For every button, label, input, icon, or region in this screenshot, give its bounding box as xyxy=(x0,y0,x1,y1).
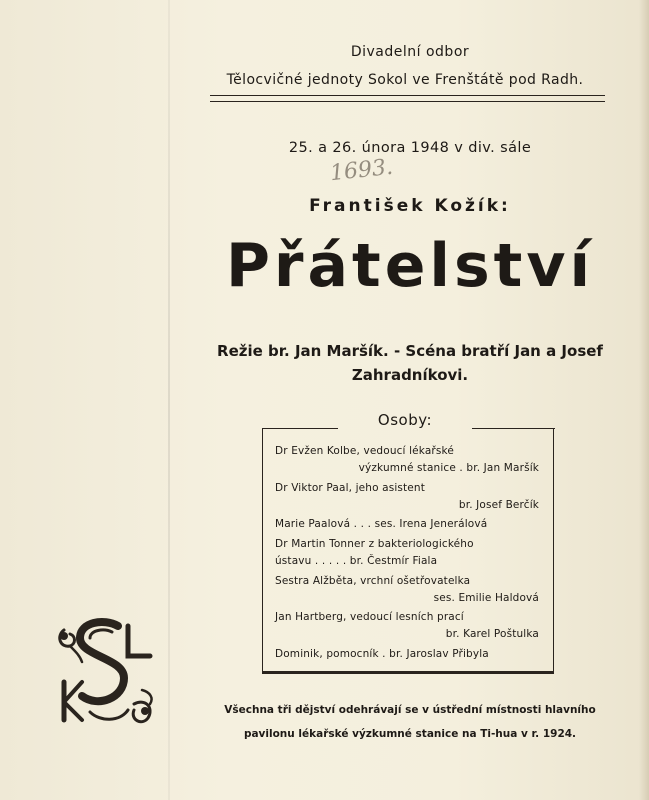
cast-line: ses. Emilie Haldová xyxy=(433,592,539,604)
cast-line: Dr Martin Tonner z bakteriologického xyxy=(275,538,474,550)
performance-date: 25. a 26. února 1948 v div. sále xyxy=(288,140,532,156)
cast-heading: Osoby: xyxy=(377,411,433,429)
handwritten-number: 1693. xyxy=(328,154,395,187)
paper-fold xyxy=(168,0,170,800)
cast-line: Dr Viktor Paal, jeho asistent xyxy=(275,482,425,494)
cast-line: ústavu . . . . . br. Čestmír Fiala xyxy=(275,555,438,567)
cast-line: br. Karel Poštulka xyxy=(445,628,539,640)
cast-line: Jan Hartberg, vedoucí lesních prací xyxy=(275,611,464,623)
sokol-logo-icon xyxy=(50,612,160,732)
cast-line: výzkumné stanice . br. Jan Maršík xyxy=(358,462,539,474)
paper-edge-shadow xyxy=(639,0,649,800)
cast-line: br. Josef Berčík xyxy=(458,499,539,511)
cast-line: Marie Paalová . . . ses. Irena Jenerálová xyxy=(275,518,488,530)
credits-line-2: Zahradníkovi. xyxy=(351,366,469,384)
cast-line: Dominik, pomocník . br. Jaroslav Přibyla xyxy=(275,648,489,660)
play-title: Přátelství xyxy=(225,231,595,301)
cast-line: Sestra Alžběta, vrchní ošetřovatelka xyxy=(275,575,471,587)
author-name: František Kožík: xyxy=(309,196,511,216)
footer-line-1: Všechna tři dějství odehrávají se v ústřední místnosti hlavního xyxy=(224,704,596,716)
cast-line: Dr Evžen Kolbe, vedoucí lékařské xyxy=(275,445,454,457)
header-line-2: Tělocvičné jednoty Sokol ve Frenštátě pod Radh. xyxy=(226,72,584,88)
header-double-rule xyxy=(210,95,605,102)
header-line-1: Divadelní odbor xyxy=(350,44,470,60)
footer-line-2: pavilonu lékařské výzkumné stanice na Ti-hua v r. 1924. xyxy=(243,728,577,740)
credits-line-1: Režie br. Jan Maršík. - Scéna bratří Jan a Josef xyxy=(217,342,603,360)
